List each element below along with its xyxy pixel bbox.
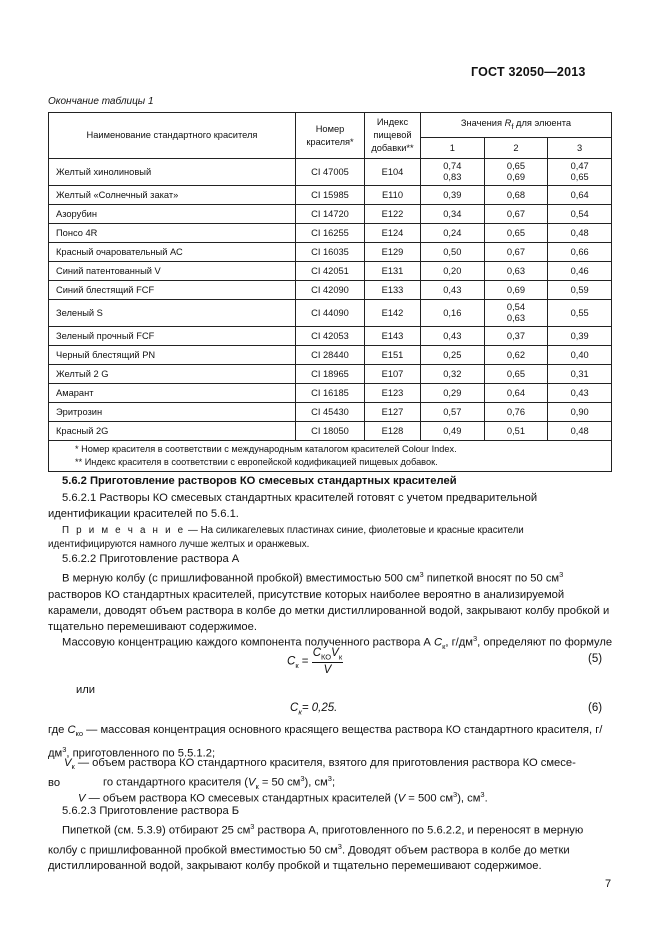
equation-number-5: (5) xyxy=(588,653,603,665)
dye-number-cell: CI 45430 xyxy=(296,403,365,422)
dye-number-cell: CI 42053 xyxy=(296,327,365,346)
rf-value-2-cell: 0,65 0,69 xyxy=(484,159,548,186)
dye-name-cell: Черный блестящий PN xyxy=(49,346,296,365)
dye-number-cell: CI 44090 xyxy=(296,300,365,327)
rf-value-2-cell: 0,65 xyxy=(484,224,548,243)
rf-value-1-cell: 0,20 xyxy=(421,262,485,281)
rf-value-2-cell: 0,69 xyxy=(484,281,548,300)
document-code: ГОСТ 32050—2013 xyxy=(471,65,586,79)
dye-number-cell: CI 16035 xyxy=(296,243,365,262)
rf-value-3-cell: 0,66 xyxy=(548,243,612,262)
header-index: Индекс пищевой добавки** xyxy=(365,113,421,159)
rf-value-3-cell: 0,47 0,65 xyxy=(548,159,612,186)
header-values-prefix: Значения xyxy=(460,118,503,129)
rf-value-2-cell: 0,62 xyxy=(484,346,548,365)
dye-number-cell: CI 42051 xyxy=(296,262,365,281)
or-text: или xyxy=(76,684,96,696)
additive-index-cell: E133 xyxy=(365,281,421,300)
formula-5: $C_к$ = $\frac{C_{КО}V_к}{V}$ xyxy=(287,647,343,677)
note-label: П р и м е ч а н и е xyxy=(62,525,186,536)
additive-index-cell: E123 xyxy=(365,384,421,403)
rf-value-2-cell: 0,67 xyxy=(484,243,548,262)
table-row xyxy=(49,262,612,281)
table-row xyxy=(49,281,612,300)
dye-name-cell: Азорубин xyxy=(49,205,296,224)
where-ck: где $C_{ко}$ — массовая концентрация основного красящего вещества раствора КО стандартного красителя, $г/дм^3$, приготовленного по 5.5.1.2; xyxy=(48,724,603,760)
rf-value-3-cell: 0,55 xyxy=(548,300,612,327)
table-row xyxy=(49,300,612,327)
dye-name-cell: Желтый «Солнечный закат» xyxy=(49,186,296,205)
dye-number-cell: CI 16185 xyxy=(296,384,365,403)
dye-number-cell: CI 18965 xyxy=(296,365,365,384)
note-text: — На силикагелевых пластинах синие, фиолетовые и красные красители идентифицируются намного лучше желтых и оранжевых. xyxy=(48,525,524,550)
paragraph-solution-b: Пипеткой (см. 5.3.9) отбирают 25 $см^3$ раствора А, приготовленного по 5.6.2.2, и переносят в мерную колбу с пришлифованной пробкой вместимостью 50 $см^3$. Доводят объем раствора в колбе до метки дистиллированной водой, закрывают колбу пробкой и тщательно перемешивают содержимое. xyxy=(48,822,584,873)
table-row xyxy=(49,243,612,262)
table-row xyxy=(49,384,612,403)
rf-value-2-cell: 0,64 xyxy=(484,384,548,403)
dye-name-cell: Эритрозин xyxy=(49,403,296,422)
table-row xyxy=(49,365,612,384)
table-row xyxy=(49,224,612,243)
additive-index-cell: E142 xyxy=(365,300,421,327)
footnote-1: * Номер красителя в соответствии с международным каталогом красителей Colour Index. xyxy=(75,444,457,454)
dye-name-cell: Зеленый прочный FCF xyxy=(49,327,296,346)
subheading-solution-b: 5.6.2.3 Приготовление раствора Б xyxy=(62,805,240,817)
header-values xyxy=(421,113,612,138)
rf-value-1-cell: 0,57 xyxy=(421,403,485,422)
header-rf-symbol: R xyxy=(504,118,512,129)
header-col1: 1 xyxy=(421,138,485,159)
footnote-2: ** Индекс красителя в соответствии с европейской кодификацией пищевых добавок. xyxy=(75,457,438,467)
dye-table-body xyxy=(49,159,612,441)
formula-6: $C_к= 0,25$. xyxy=(290,702,338,717)
subheading-solution-a: 5.6.2.2 Приготовление раствора А xyxy=(62,553,240,565)
additive-index-cell: E122 xyxy=(365,205,421,224)
header-col2: 2 xyxy=(484,138,548,159)
rf-value-2-cell: 0,54 0,63 xyxy=(484,300,548,327)
note-paragraph xyxy=(48,524,613,551)
rf-value-3-cell: 0,46 xyxy=(548,262,612,281)
rf-value-2-cell: 0,68 xyxy=(484,186,548,205)
where-vk: $V_к$ — объем раствора КО стандартного красителя, взятого для приготовления раствора КО смесе- xyxy=(64,757,576,772)
rf-value-1-cell: 0,25 xyxy=(421,346,485,365)
table-row xyxy=(49,205,612,224)
rf-value-2-cell: 0,76 xyxy=(484,403,548,422)
rf-value-3-cell: 0,43 xyxy=(548,384,612,403)
header-name: Наименование стандартного красителя xyxy=(49,113,296,159)
header-col3: 3 xyxy=(548,138,612,159)
dye-number-cell: CI 18050 xyxy=(296,422,365,441)
table-row xyxy=(49,422,612,441)
rf-value-1-cell: 0,29 xyxy=(421,384,485,403)
paragraph-concentration: Массовую концентрацию каждого компонента полученного раствора А $C_к$, $г/дм^3$, определяют по формуле xyxy=(62,634,613,651)
rf-value-3-cell: 0,39 xyxy=(548,327,612,346)
dye-name-cell: Желтый 2 G xyxy=(49,365,296,384)
dye-number-cell: CI 16255 xyxy=(296,224,365,243)
dye-name-cell: Понсо 4R xyxy=(49,224,296,243)
equation-number-6: (6) xyxy=(588,702,603,714)
formula-5-fraction: $\frac{C_{КО}V_к}{V}$ xyxy=(312,647,343,677)
section-heading-562: 5.6.2 Приготовление растворов КО смесевых стандартных красителей xyxy=(62,475,457,487)
paragraph-5621: 5.6.2.1 Растворы КО смесевых стандартных красителей готовят с учетом предварительной идентификации красителей по 5.6.1. xyxy=(48,492,538,520)
additive-index-cell: E124 xyxy=(365,224,421,243)
additive-index-cell: E110 xyxy=(365,186,421,205)
table-row xyxy=(49,403,612,422)
table-row xyxy=(49,159,612,186)
dye-name-cell: Синий блестящий FCF xyxy=(49,281,296,300)
rf-value-2-cell: 0,37 xyxy=(484,327,548,346)
dye-number-cell: CI 47005 xyxy=(296,159,365,186)
additive-index-cell: E129 xyxy=(365,243,421,262)
rf-value-3-cell: 0,48 xyxy=(548,224,612,243)
dye-number-cell: CI 28440 xyxy=(296,346,365,365)
where-vk-cont: во го стандартного красителя ($V_к = 50$ $см^3$), $см^3$; xyxy=(48,774,336,791)
table-footnotes xyxy=(49,441,612,472)
rf-value-2-cell: 0,51 xyxy=(484,422,548,441)
dye-name-cell: Красный 2G xyxy=(49,422,296,441)
table-row xyxy=(49,346,612,365)
rf-value-3-cell: 0,59 xyxy=(548,281,612,300)
dye-number-cell: CI 14720 xyxy=(296,205,365,224)
additive-index-cell: E107 xyxy=(365,365,421,384)
rf-value-3-cell: 0,90 xyxy=(548,403,612,422)
dye-table xyxy=(48,112,612,472)
dye-number-cell: CI 15985 xyxy=(296,186,365,205)
dye-name-cell: Синий патентованный V xyxy=(49,262,296,281)
additive-index-cell: E127 xyxy=(365,403,421,422)
dye-name-cell: Зеленый S xyxy=(49,300,296,327)
rf-value-3-cell: 0,54 xyxy=(548,205,612,224)
rf-value-2-cell: 0,65 xyxy=(484,365,548,384)
rf-value-1-cell: 0,74 0,83 xyxy=(421,159,485,186)
header-rf-sub: f xyxy=(511,121,514,131)
header-values-suffix: для элюента xyxy=(516,118,572,129)
dye-number-cell: CI 42090 xyxy=(296,281,365,300)
additive-index-cell: E128 xyxy=(365,422,421,441)
additive-index-cell: E104 xyxy=(365,159,421,186)
rf-value-1-cell: 0,32 xyxy=(421,365,485,384)
table-caption: Окончание таблицы 1 xyxy=(48,96,154,107)
additive-index-cell: E151 xyxy=(365,346,421,365)
dye-name-cell: Амарант xyxy=(49,384,296,403)
rf-value-3-cell: 0,31 xyxy=(548,365,612,384)
additive-index-cell: E131 xyxy=(365,262,421,281)
table-row xyxy=(49,327,612,346)
page-number: 7 xyxy=(605,878,612,890)
rf-value-1-cell: 0,39 xyxy=(421,186,485,205)
rf-value-1-cell: 0,49 xyxy=(421,422,485,441)
rf-value-1-cell: 0,50 xyxy=(421,243,485,262)
rf-value-1-cell: 0,16 xyxy=(421,300,485,327)
rf-value-3-cell: 0,64 xyxy=(548,186,612,205)
table-row xyxy=(49,186,612,205)
rf-value-1-cell: 0,43 xyxy=(421,281,485,300)
rf-value-1-cell: 0,43 xyxy=(421,327,485,346)
dye-name-cell: Красный очаровательный АС xyxy=(49,243,296,262)
rf-value-3-cell: 0,40 xyxy=(548,346,612,365)
additive-index-cell: E143 xyxy=(365,327,421,346)
rf-value-3-cell: 0,48 xyxy=(548,422,612,441)
where-v: V — объем раствора КО смесевых стандартных красителей (V = 500 $см^3$), $см^3$. xyxy=(78,790,488,805)
paragraph-solution-a: В мерную колбу (с пришлифованной пробкой) вместимостью 500 $см^3$ пипеткой вносят по 50 $см^3$ растворов КО стандартных красителей, присутствие которых наиболее вероятно в анализируемой карамели, доводят объем раствора в колбе до метки дистиллированной водой, закрывают колбу пробкой и тщательно перемешивают содержимое. xyxy=(48,570,610,633)
rf-value-1-cell: 0,34 xyxy=(421,205,485,224)
dye-name-cell: Желтый хинолиновый xyxy=(49,159,296,186)
header-number: Номер красителя* xyxy=(296,113,365,159)
rf-value-2-cell: 0,63 xyxy=(484,262,548,281)
rf-value-2-cell: 0,67 xyxy=(484,205,548,224)
rf-value-1-cell: 0,24 xyxy=(421,224,485,243)
